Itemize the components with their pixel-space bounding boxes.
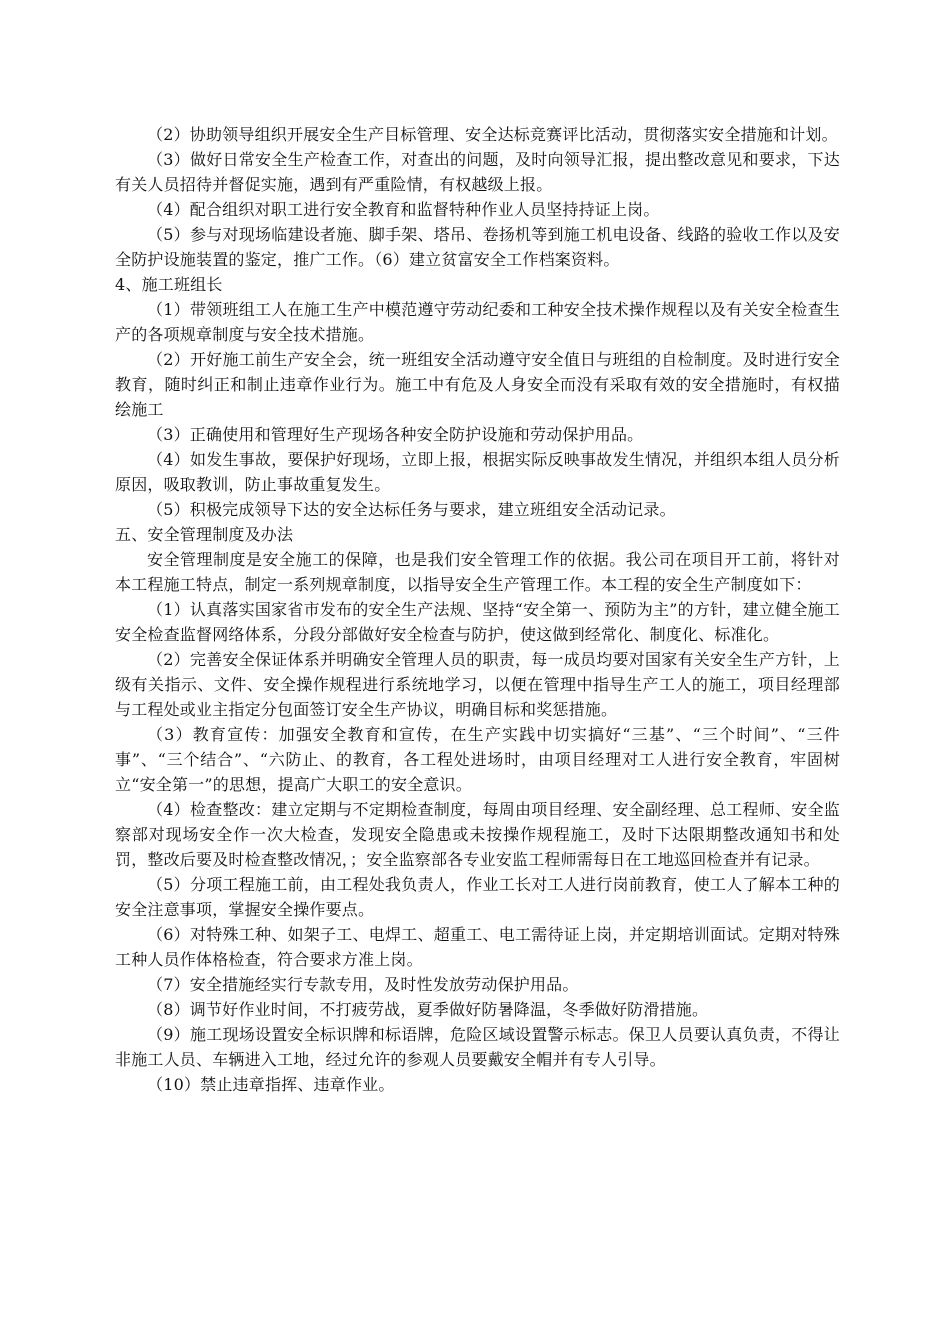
section-heading: 4、施工班组长 [115,275,223,294]
paragraph: （10）禁止违章指挥、违章作业。 [147,1075,395,1094]
paragraph: （2）开好施工前生产安全会，统一班组安全活动遵守安全值日与班组的自检制度。及时进行安全教育，随时纠正和制止违章作业行为。施工中有危及人身安全而没有采取有效的安全措施时，有权描绘施工 [115,350,840,419]
paragraph: （3）正确使用和管理好生产现场各种安全防护设施和劳动保护用品。 [147,425,644,444]
paragraph: 安全管理制度是安全施工的保障，也是我们安全管理工作的依据。我公司在项目开工前，将针对本工程施工特点，制定一系列规章制度，以指导安全生产管理工作。本工程的安全生产制度如下： [115,550,840,594]
paragraph: （1）带领班组工人在施工生产中模范遵守劳动纪委和工种安全技术操作规程以及有关安全检查生产的各项规章制度与安全技术措施。 [115,300,840,344]
document-body [115,122,840,1097]
paragraph: （3）教育宣传：加强安全教育和宣传，在生产实践中切实搞好“三基”、“三个时间”、“三件事”、“三个结合”、“六防止、的教育，各工程处进场时，由项目经理对工人进行安全教育，牢固树立“安全第一”的思想，提高广大职工的安全意识。 [115,725,840,794]
paragraph: （7）安全措施经实行专款专用，及时性发放劳动保护用品。 [147,975,579,994]
paragraph: （5）分项工程施工前，由工程处我负责人，作业工长对工人进行岗前教育，使工人了解本工种的安全注意事项，掌握安全操作要点。 [115,875,840,919]
paragraph: （1）认真落实国家省市发布的安全生产法规、坚持“安全第一、预防为主”的方针，建立健全施工安全检查监督网络体系，分段分部做好安全检查与防护，使这做到经常化、制度化、标准化。 [115,600,840,644]
section-heading: 五、安全管理制度及办法 [115,525,294,544]
paragraph: （5）参与对现场临建设者施、脚手架、塔吊、卷扬机等到施工机电设备、线路的验收工作以及安全防护设施装置的鉴定，推广工作。（6）建立贫富安全工作档案资料。 [115,225,840,269]
paragraph: （5）积极完成领导下达的安全达标任务与要求，建立班组安全活动记录。 [147,500,676,519]
paragraph: （8）调节好作业时间，不打疲劳战，夏季做好防暑降温，冬季做好防滑措施。 [147,1000,709,1019]
paragraph: （4）如发生事故，要保护好现场，立即上报，根据实际反映事故发生情况，并组织本组人员分析原因，吸取教训，防止事故重复发生。 [115,450,840,494]
paragraph: （2）完善安全保证体系并明确安全管理人员的职责，每一成员均要对国家有关安全生产方针，上级有关指示、文件、安全操作规程进行系统地学习，以便在管理中指导生产工人的施工，项目经理部与工程处或业主指定分包面签订安全生产协议，明确目标和奖惩措施。 [115,650,840,719]
paragraph: （3）做好日常安全生产检查工作，对查出的问题，及时向领导汇报，提出整改意见和要求，下达有关人员招待并督促实施，遇到有严重险情，有权越级上报。 [115,150,840,194]
paragraph: （6）对特殊工种、如架子工、电焊工、超重工、电工需待证上岗，并定期培训面试。定期对特殊工种人员作体格检查，符合要求方准上岗。 [115,925,840,969]
paragraph: （9）施工现场设置安全标识牌和标语牌，危险区域设置警示标志。保卫人员要认真负责，不得让非施工人员、车辆进入工地，经过允许的参观人员要戴安全帽并有专人引导。 [115,1025,840,1069]
paragraph: （4）配合组织对职工进行安全教育和监督特种作业人员坚持持证上岗。 [147,200,660,219]
paragraph: （2）协助领导组织开展安全生产目标管理、安全达标竞赛评比活动，贯彻落实安全措施和计划。 [147,125,838,144]
paragraph: （4）检查整改：建立定期与不定期检查制度，每周由项目经理、安全副经理、总工程师、安全监察部对现场安全作一次大检查，发现安全隐患或未按操作规程施工，及时下达限期整改通知书和处罚，整改后要及时检查整改情况，；安全监察部各专业安监工程师需每日在工地巡回检查并有记录。 [115,800,840,869]
